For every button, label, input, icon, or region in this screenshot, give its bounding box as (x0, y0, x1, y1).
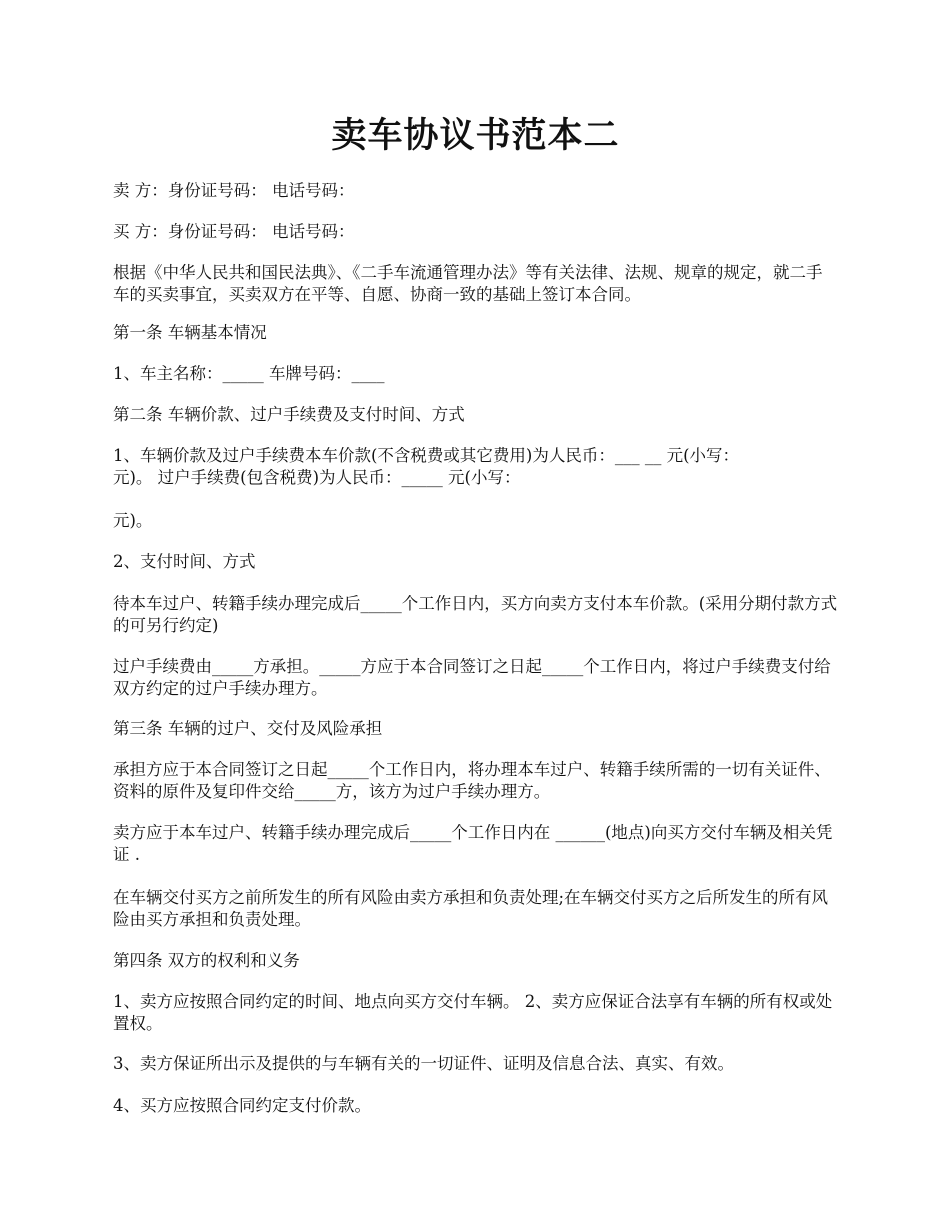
article-4-items-1-2: 1、卖方应按照合同约定的时间、地点向买方交付车辆。 2、卖方应保证合法享有车辆的所有权或处置权。 (113, 992, 833, 1033)
payment-terms-paragraph: 待本车过户、转籍手续办理完成后_____个工作日内，买方向卖方支付本车价款。(采用分期付款方式的可另行约定) (113, 594, 838, 635)
article-2-item-1-line-2: 元)。 过户手续费(包含税费)为人民币：_____ 元(小写： (113, 468, 521, 487)
article-4-item-3: 3、卖方保证所出示及提供的与车辆有关的一切证件、证明及信息合法、真实、有效。 (113, 1054, 734, 1073)
document-title: 卖车协议书范本二 (331, 115, 620, 156)
article-4-heading: 第四条 双方的权利和义务 (113, 951, 300, 970)
seller-info-line: 卖 方：身份证号码： 电话号码： (113, 181, 355, 200)
preamble-paragraph: 根据《中华人民共和国民法典》、《二手车流通管理办法》等有关法律、法规、规章的规定，就二手车的买卖事宜，买卖双方在平等、自愿、协商一致的基础上签订本合同。 (113, 263, 823, 304)
transfer-documents-paragraph: 承担方应于本合同签订之日起_____个工作日内，将办理本车过户、转籍手续所需的一切有关证件、资料的原件及复印件交给_____方，该方为过户手续办理方。 (113, 760, 831, 801)
article-3-heading: 第三条 车辆的过户、交付及风险承担 (113, 719, 383, 738)
transfer-fee-paragraph: 过户手续费由_____方承担。_____方应于本合同签订之日起_____个工作日内，将过户手续费支付给双方约定的过户手续办理方。 (113, 657, 831, 698)
vehicle-delivery-paragraph: 卖方应于本车过户、转籍手续办理完成后_____个工作日内在 ______(地点)向买方交付车辆及相关凭证 . (113, 823, 833, 864)
article-4-item-4: 4、买方应按照合同约定支付价款。 (113, 1096, 371, 1115)
article-1-heading: 第一条 车辆基本情况 (113, 323, 267, 342)
article-2-item-1-line-1: 1、车辆价款及过户手续费本车价款(不含税费或其它费用)为人民币：___ __ 元(小写： (113, 446, 740, 465)
article-2-item-1-line-3: 元)。 (113, 511, 153, 530)
risk-paragraph: 在车辆交付买方之前所发生的所有风险由卖方承担和负责处理;在车辆交付买方之后所发生的所有风险由买方承担和负责处理。 (113, 888, 829, 929)
article-2-item-2-heading: 2、支付时间、方式 (113, 552, 256, 571)
article-1-item-1: 1、车主名称：_____ 车牌号码：____ (113, 364, 385, 383)
article-2-heading: 第二条 车辆价款、过户手续费及支付时间、方式 (113, 405, 465, 424)
buyer-info-line: 买 方：身份证号码： 电话号码： (113, 222, 355, 241)
